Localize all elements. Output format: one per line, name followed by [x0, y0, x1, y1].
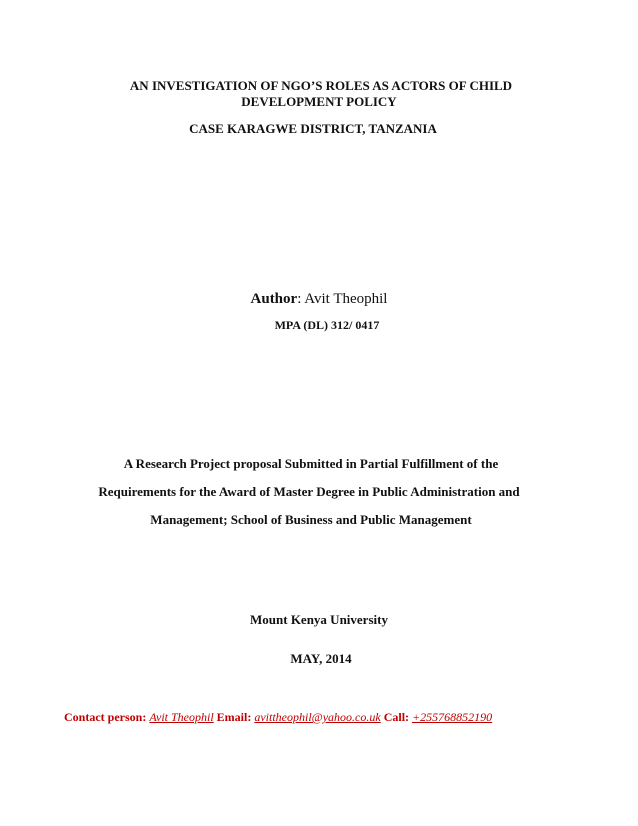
title-line-1: AN INVESTIGATION OF NGO’S ROLES AS ACTORS OF CHILD — [129, 78, 513, 93]
proposal-line-1: A Research Project proposal Submitted in Partial Fulfillment of the — [123, 456, 499, 471]
proposal-line-3: Management; School of Business and Public Management — [150, 512, 472, 527]
email-link[interactable]: avittheophil@yahoo.co.uk — [254, 710, 381, 724]
contact-line — [64, 709, 492, 725]
submission-date: MAY, 2014 — [290, 651, 352, 666]
author-name: Avit Theophil — [304, 291, 388, 307]
registration-number: MPA (DL) 312/ 0417 — [274, 318, 380, 332]
university-name: Mount Kenya University — [250, 612, 388, 627]
email-label: Email: — [216, 710, 252, 724]
contact-person-label: Contact person: — [64, 710, 147, 724]
title-line-2: DEVELOPMENT POLICY — [241, 94, 397, 109]
author-separator: : — [297, 291, 305, 307]
case-line: CASE KARAGWE DISTRICT, TANZANIA — [189, 121, 437, 136]
phone-link[interactable]: +255768852190 — [412, 710, 493, 724]
call-label: Call: — [383, 710, 410, 724]
author-line — [0, 290, 638, 308]
contact-person-link[interactable]: Avit Theophil — [149, 710, 214, 724]
proposal-line-2: Requirements for the Award of Master Degree in Public Administration and — [98, 484, 520, 499]
author-label: Author — [250, 291, 298, 307]
